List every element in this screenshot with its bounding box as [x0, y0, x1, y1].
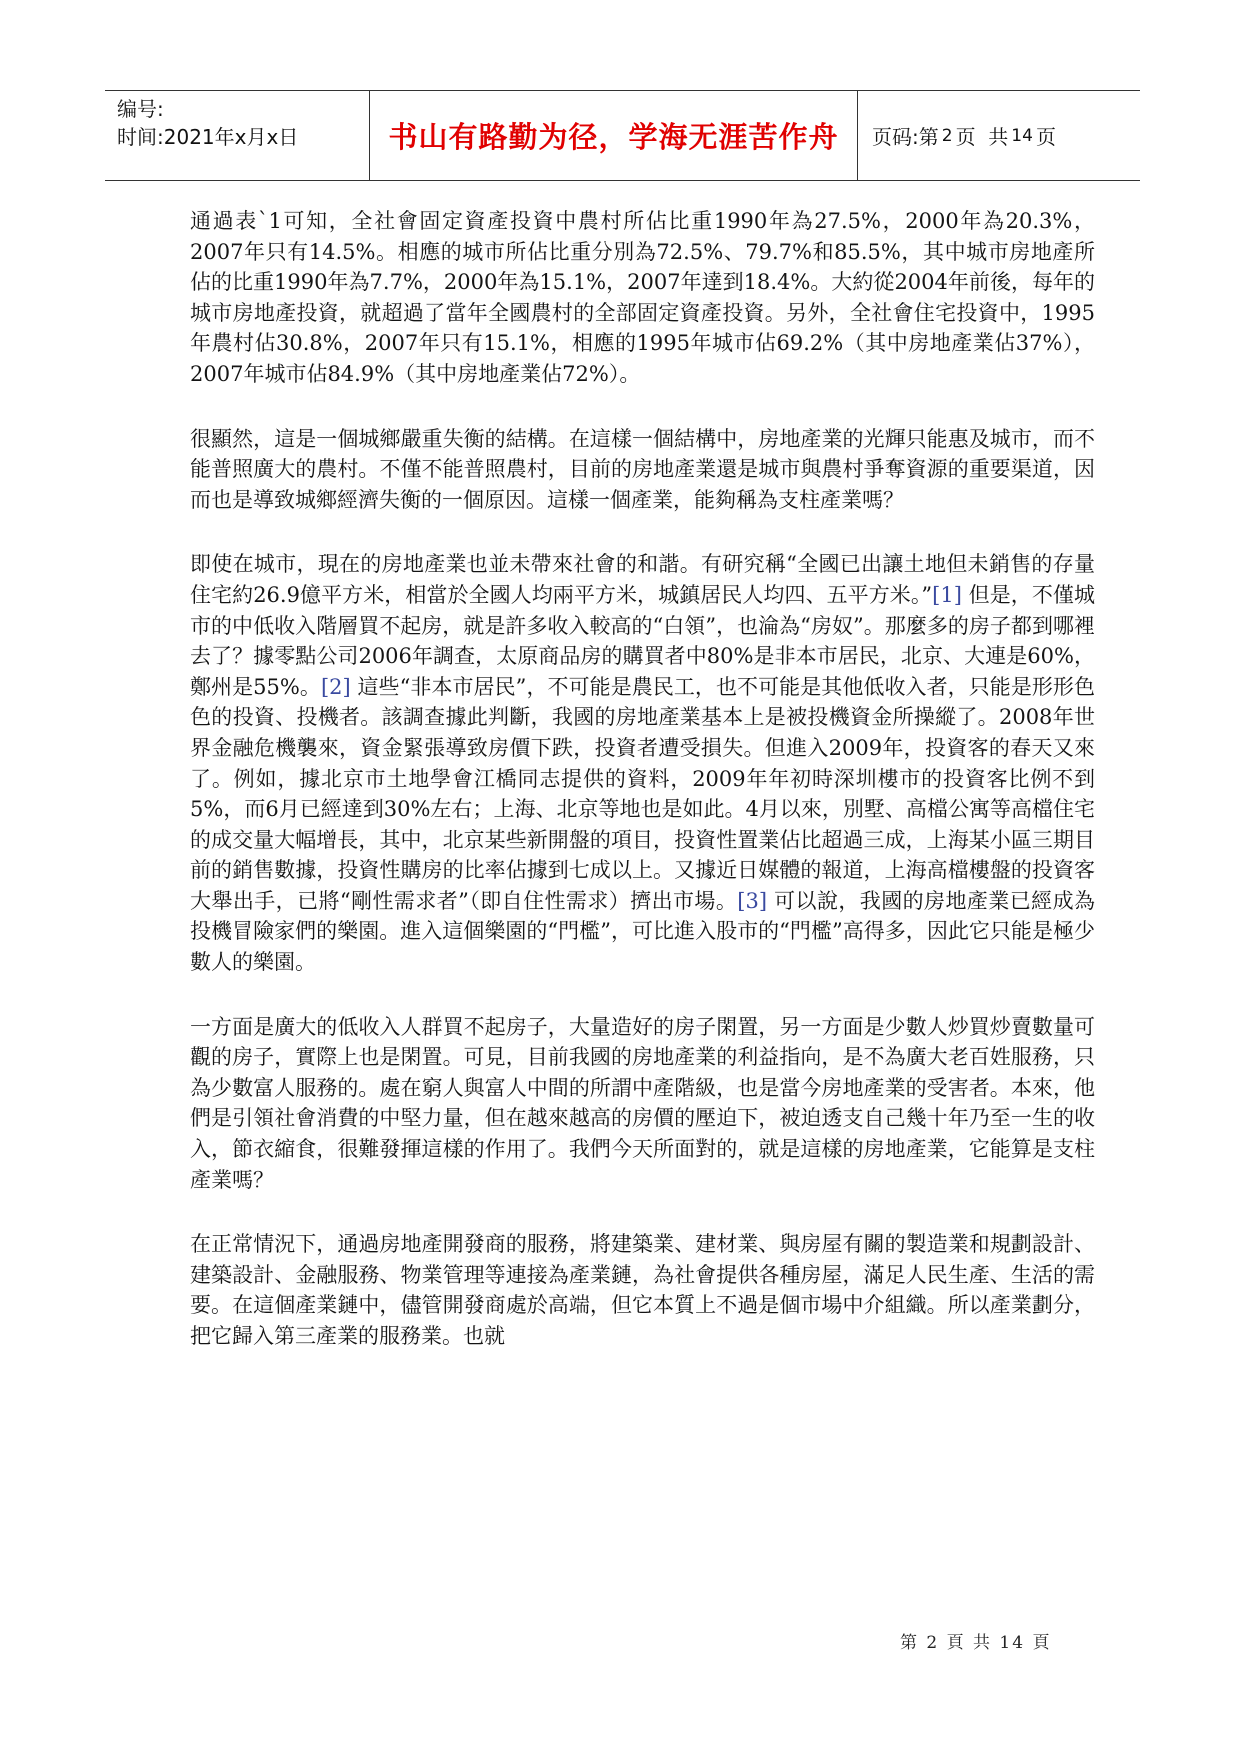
paragraph-5-text: 在正常情況下，通過房地產開發商的服務，將建築業、建材業、與房屋有關的製造業和規劃設計、建築設計、金融服務、物業管理等連接為產業鏈，為社會提供各種房屋，滿足人民生產、生活的需要。在這個產業鏈中，儘管開發商處於高端，但它本質上不過是個市場中介組織。所以產業劃分，把它歸入第三產業的服務業。也就: [190, 1232, 1095, 1348]
paragraph-4-text: 一方面是廣大的低收入人群買不起房子，大量造好的房子閑置，另一方面是少數人炒買炒賣數量可觀的房子，實際上也是閑置。可見，目前我國的房地產業的利益指向，是不為廣大老百姓服務，只為少數富人服務的。處在窮人與富人中間的所謂中產階級，也是當今房地產業的受害者。本來，他們是引領社會消費的中堅力量，但在越來越高的房價的壓迫下，被迫透支自己幾十年乃至一生的收入，節衣縮食，很難發揮這樣的作用了。我們今天所面對的，就是這樣的房地產業，它能算是支柱產業嗎？: [190, 1014, 1095, 1192]
page-current: 2: [941, 125, 953, 146]
paragraph-1-text: 通過表`1可知，全社會固定資產投資中農村所佔比重1990年為27.5%，2000年為20.3%，2007年只有14.5%。相應的城市所佔比重分別為72.5%、79.7%和85.5%，其中城市房地產所佔的比重1990年為7.7%，2000年為15.1%，2007年達到18.4%。大約從2004年前後，每年的城市房地產投資，就超過了當年全國農村的全部固定資產投資。另外，全社會住宅投資中，1995年農村佔30.8%，2007年只有15.1%，相應的1995年城市佔69.2%（其中房地產業佔37%），2007年城市佔84.9%（其中房地產業佔72%）。: [190, 209, 1095, 386]
header-motto-cell: [370, 91, 858, 180]
paragraph-2: [190, 424, 1095, 516]
paragraph-3-text-d: 可以說，我國的房地產業已經成為投機冒險家們的樂園。進入這個樂園的“門檻”，可比進入股市的“門檻”高得多，因此它只能是極少數人的樂園。: [190, 888, 1095, 975]
header-motto: 书山有路勤为径，学海无涯苦作舟: [388, 120, 839, 154]
paragraph-3-text-b: 但是，不僅城市的中低收入階層買不起房，就是許多收入較高的“白領”，也淪為“房奴”。那麼多的房子都到哪裡去了？據零點公司2006年調查，太原商品房的購買者中80%是非本市居民，北京、大連是60%，鄭州是55%。: [190, 582, 1095, 699]
footnote-ref-3[interactable]: [3]: [737, 888, 768, 913]
page-header: [105, 90, 1140, 181]
paragraph-3: [190, 549, 1095, 977]
footer-page-number: 第 2 頁 共 14 頁: [900, 1633, 1052, 1653]
footnote-ref-2[interactable]: [2]: [320, 674, 351, 699]
time-label: 时间:: [117, 125, 164, 149]
page-label: 页码:: [872, 125, 919, 149]
doc-number-label: 编号:: [117, 97, 164, 121]
header-page-info: [858, 91, 1140, 180]
paragraph-3-text-a: 即使在城市，現在的房地產業也並未帶來社會的和諧。有研究稱“全國已出讓土地但未銷售的存量住宅約26.9億平方米，相當於全國人均兩平方米，城鎮居民人均四、五平方米。”: [190, 552, 1095, 607]
paragraph-4: [190, 1012, 1095, 1196]
page-mid: 页 共: [955, 125, 1009, 149]
page-suffix: 页: [1035, 125, 1056, 149]
header-meta: [105, 91, 370, 180]
paragraph-1: [190, 206, 1095, 390]
time-value: 2021年x月x日: [163, 125, 299, 149]
footnote-ref-1[interactable]: [1]: [932, 582, 962, 607]
paragraph-2-text: 很顯然，這是一個城鄉嚴重失衡的結構。在這樣一個結構中，房地產業的光輝只能惠及城市，而不能普照廣大的農村。不僅不能普照農村，目前的房地產業還是城市與農村爭奪資源的重要渠道，因而也是導致城鄉經濟失衡的一個原因。這樣一個產業，能夠稱為支柱產業嗎？: [190, 426, 1095, 512]
page-total: 14: [1011, 125, 1033, 146]
paragraph-5: [190, 1229, 1095, 1351]
paragraph-3-text-c: 這些“非本市居民”，不可能是農民工，也不可能是其他低收入者，只能是形形色色的投資、投機者。該調查據此判斷，我國的房地產業基本上是被投機資金所操縱了。2008年世界金融危機襲來，資金緊張導致房價下跌，投資者遭受損失。但進入2009年，投資客的春天又來了。例如，據北京市土地學會江橋同志提供的資料，2009年年初時深圳樓市的投資客比例不到5%，而6月已經達到30%左右；上海、北京等地也是如此。4月以來，別墅、高檔公寓等高檔住宅的成交量大幅增長，其中，北京某些新開盤的項目，投資性置業佔比超過三成，上海某小區三期目前的銷售數據，投資性購房的比率佔據到七成以上。又據近日媒體的報道，上海高檔樓盤的投資客大舉出手，已將“剛性需求者”（即自住性需求）擠出市場。: [190, 674, 1095, 913]
page-prefix: 第: [918, 125, 939, 149]
doc-time: [117, 123, 369, 151]
document-body: [190, 206, 1095, 1386]
